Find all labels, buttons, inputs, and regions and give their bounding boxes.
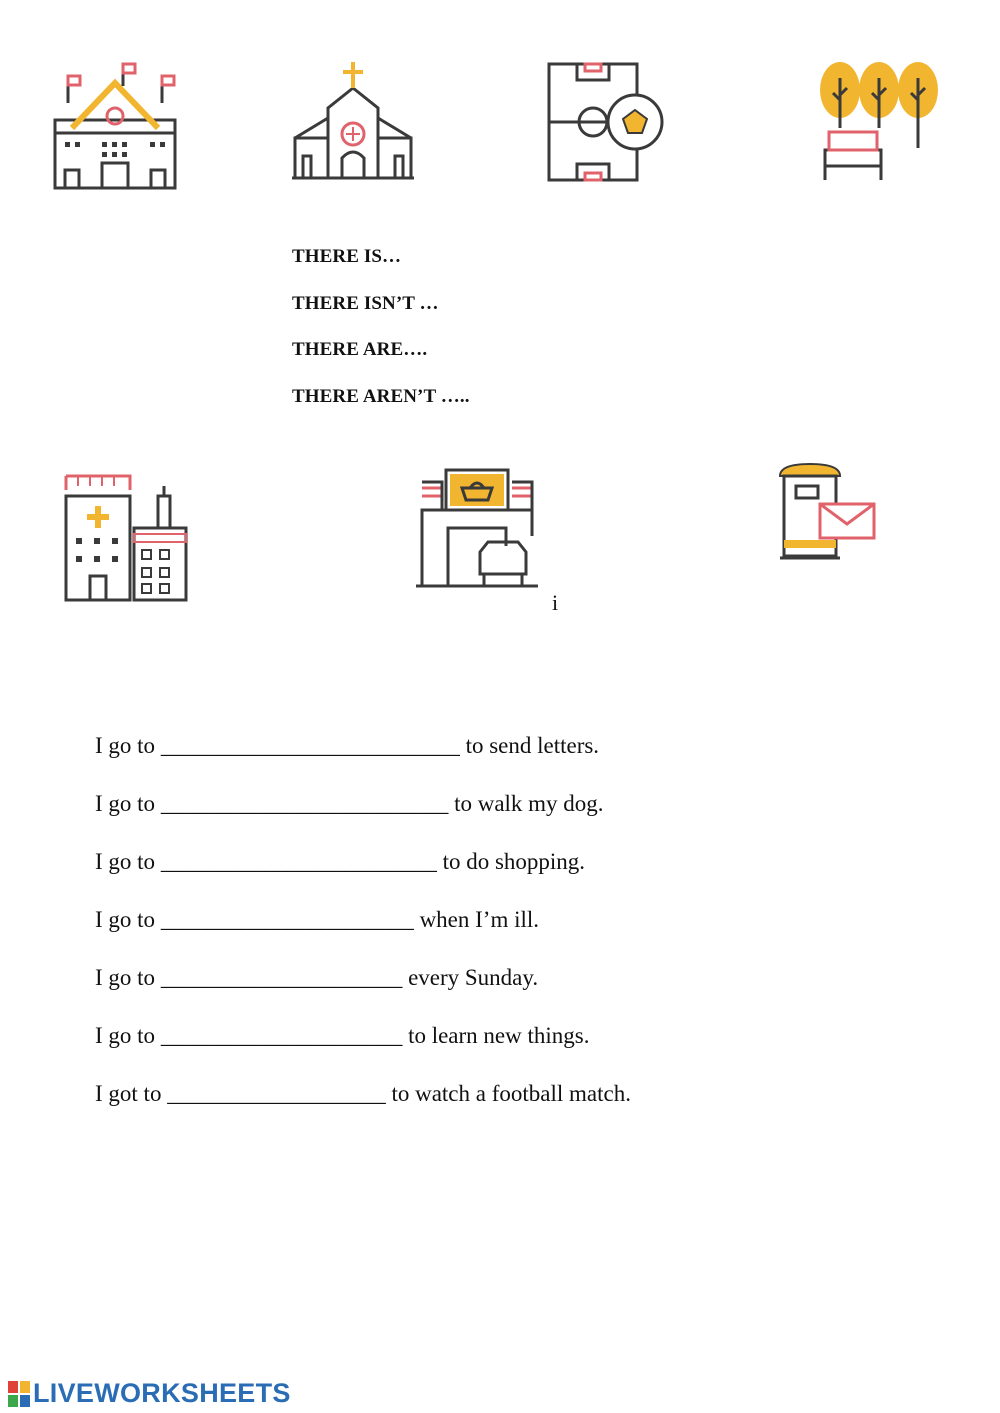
sentence-end: every Sunday. <box>408 965 539 990</box>
church-icon <box>290 58 416 182</box>
sentence-item <box>95 904 631 962</box>
post-office-icon <box>776 462 880 562</box>
phrase-there-is: THERE IS… <box>292 246 402 267</box>
sentence-start: I go to <box>95 733 156 758</box>
park-icon <box>815 58 943 182</box>
liveworksheets-logo-text: LIVEWORKSHEETS <box>33 1378 291 1408</box>
phrase-there-are: THERE ARE…. <box>292 339 428 360</box>
supermarket-icon <box>414 466 540 590</box>
sentence-start: I go to <box>95 907 156 932</box>
sentence-item <box>95 788 631 846</box>
stray-mark: i <box>552 590 559 615</box>
phrase-there-isnt: THERE ISN’T … <box>292 292 439 314</box>
answer-blank[interactable]: __________________________ <box>160 733 460 758</box>
sentence-item <box>95 730 631 788</box>
liveworksheets-logo-icon <box>8 1381 30 1407</box>
sentence-end: to send letters. <box>465 733 600 758</box>
sentence-item <box>95 846 631 904</box>
sentence-end: to learn new things. <box>408 1023 590 1048</box>
hospital-icon <box>60 472 190 604</box>
sentence-item <box>95 1078 631 1136</box>
liveworksheets-logo[interactable] <box>8 1378 291 1409</box>
answer-blank[interactable]: ___________________ <box>167 1081 386 1106</box>
sentence-start: I go to <box>95 791 156 816</box>
answer-blank[interactable]: _____________________ <box>160 1023 403 1048</box>
football-pitch-icon <box>545 60 669 184</box>
school-icon <box>50 58 180 192</box>
answer-blank[interactable]: ______________________ <box>160 907 414 932</box>
answer-blank[interactable]: _____________________ <box>160 965 403 990</box>
sentence-end: to watch a football match. <box>391 1081 631 1106</box>
phrase-list <box>292 244 470 430</box>
answer-blank[interactable]: ________________________ <box>160 849 437 874</box>
answer-blank[interactable]: _________________________ <box>160 791 449 816</box>
sentence-end: to walk my dog. <box>454 791 604 816</box>
sentence-item <box>95 962 631 1020</box>
sentence-start: I got to <box>95 1081 162 1106</box>
sentence-start: I go to <box>95 965 156 990</box>
sentence-item <box>95 1020 631 1078</box>
sentence-start: I go to <box>95 1023 156 1048</box>
sentence-start: I go to <box>95 849 156 874</box>
phrase-there-arent: THERE AREN’T ….. <box>292 385 470 407</box>
sentence-list <box>95 730 631 1136</box>
sentence-end: to do shopping. <box>442 849 586 874</box>
sentence-end: when I’m ill. <box>419 907 540 932</box>
